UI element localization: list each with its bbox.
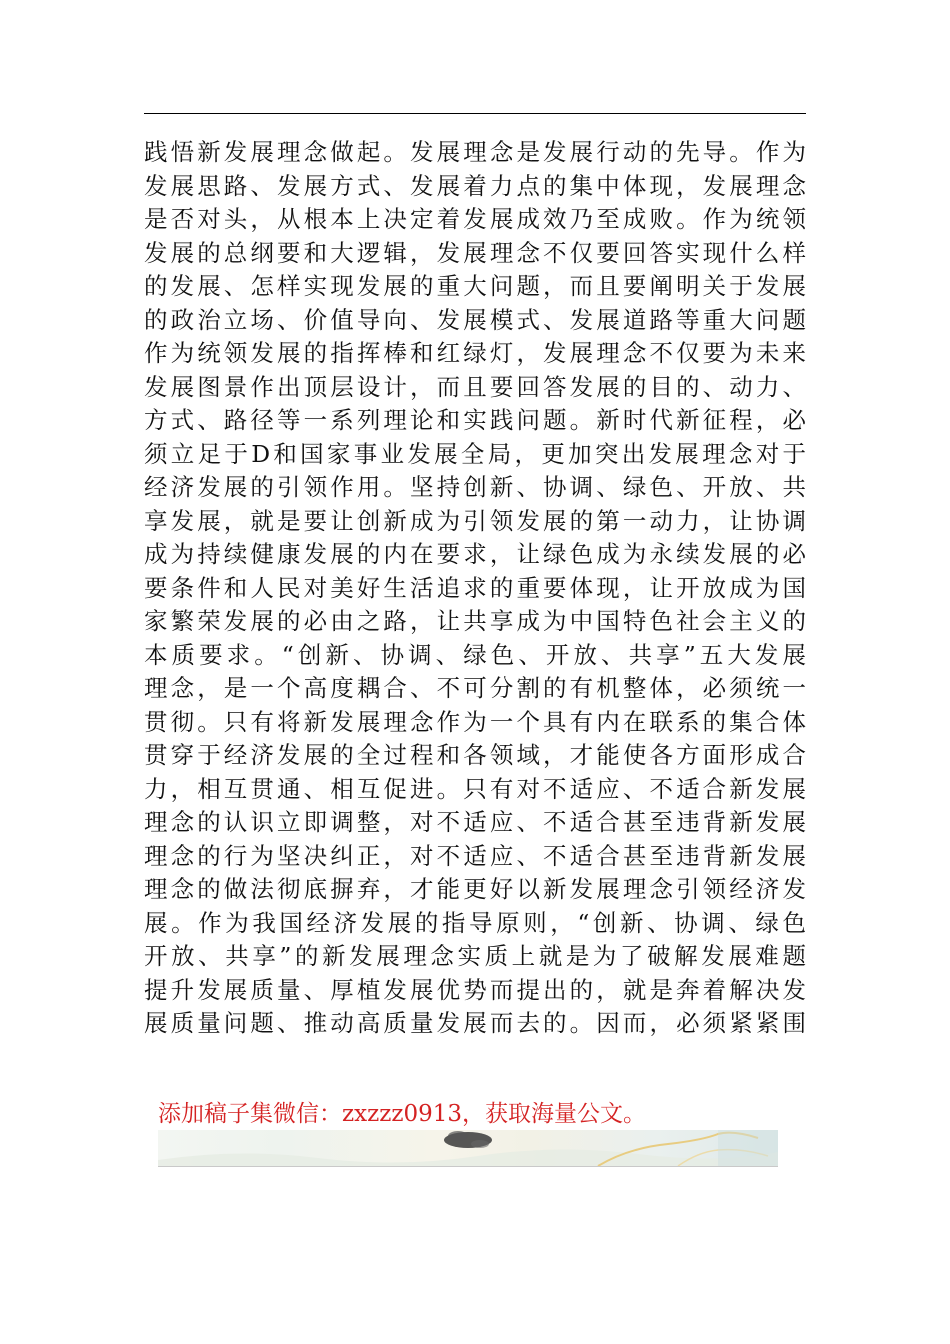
decorative-banner-image xyxy=(158,1130,778,1167)
text-line: 发展的总纲要和大逻辑，发展理念不仅要回答实现什么样 xyxy=(144,238,806,267)
text-line: 要条件和人民对美好生活追求的重要体现，让开放成为国 xyxy=(144,573,806,602)
text-line: 贯穿于经济发展的全过程和各领域，才能使各方面形成合 xyxy=(144,741,806,769)
text-line: 作为统领发展的指挥棒和红绿灯，发展理念不仅要为未来 xyxy=(144,339,806,367)
text-line: 的政治立场、价值导向、发展模式、发展道路等重大问题 xyxy=(144,305,806,334)
text-line: 是否对头，从根本上决定着发展成效乃至成败。作为统领 xyxy=(144,205,806,233)
text-line: 方式、路径等一系列理论和实践问题。新时代新征程，必 xyxy=(144,406,806,434)
text-line: 践悟新发展理念做起。发展理念是发展行动的先导。作为 xyxy=(144,138,806,166)
text-line: 享发展，就是要让创新成为引领发展的第一动力，让协调 xyxy=(144,506,806,535)
text-line: 经济发展的引领作用。坚持创新、协调、绿色、开放、共 xyxy=(144,473,806,501)
text-line: 本质要求。“创新、协调、绿色、开放、共享”五大发展 xyxy=(144,640,806,669)
promo-text: 添加稿子集微信：zxzzz0913，获取海量公文。 xyxy=(158,1101,646,1127)
text-line: 理念的认识立即调整，对不适应、不适合甚至违背新发展 xyxy=(144,808,806,836)
landscape-banner-graphic xyxy=(158,1130,778,1166)
header-rule xyxy=(144,113,806,114)
text-line: 贯彻。只有将新发展理念作为一个具有内在联系的集合体 xyxy=(144,707,806,736)
text-line: 理念的做法彻底摒弃，才能更好以新发展理念引领经济发 xyxy=(144,875,806,903)
text-line: 提升发展质量、厚植发展优势而提出的，就是奔着解决发 xyxy=(144,975,806,1004)
text-line: 发展图景作出顶层设计，而且要回答发展的目的、动力、 xyxy=(144,372,806,401)
text-line: 开放、共享”的新发展理念实质上就是为了破解发展难题 xyxy=(144,942,806,970)
text-line: 须立足于D和国家事业发展全局，更加突出发展理念对于 xyxy=(144,439,806,468)
text-line: 力，相互贯通、相互促进。只有对不适应、不适合新发展 xyxy=(144,774,806,803)
text-line: 理念的行为坚决纠正，对不适应、不适合甚至违背新发展 xyxy=(144,841,806,870)
body-text xyxy=(144,136,806,1041)
text-line: 展质量问题、推动高质量发展而去的。因而，必须紧紧围 xyxy=(144,1009,806,1037)
text-line: 家繁荣发展的必由之路，让共享成为中国特色社会主义的 xyxy=(144,607,806,635)
text-line: 成为持续健康发展的内在要求，让绿色成为永续发展的必 xyxy=(144,540,806,568)
text-line: 展。作为我国经济发展的指导原则，“创新、协调、绿色 xyxy=(144,908,806,937)
text-line: 理念，是一个高度耦合、不可分割的有机整体，必须统一 xyxy=(144,674,806,702)
text-line: 发展思路、发展方式、发展着力点的集中体现，发展理念 xyxy=(144,171,806,200)
text-line: 的发展、怎样实现发展的重大问题，而且要阐明关于发展 xyxy=(144,272,806,300)
